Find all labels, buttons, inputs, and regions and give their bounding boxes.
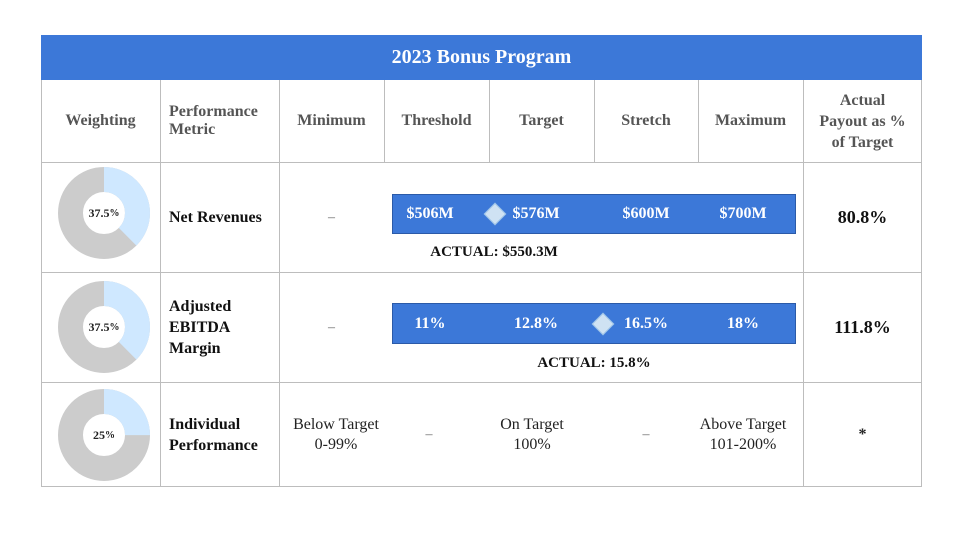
minimum-value: – [328, 209, 335, 225]
individual-target-label: On Target [500, 416, 564, 433]
metric-label-line: Adjusted [169, 298, 232, 315]
individual-target [500, 415, 564, 455]
range-value-stretch: 16.5% [624, 315, 668, 332]
individual-minimum-range: 0-99% [314, 436, 358, 453]
metric-net-revenues [160, 163, 279, 272]
header-payout-line: Actual [839, 91, 886, 109]
individual-maximum [700, 415, 787, 455]
weight-label [58, 281, 150, 373]
weight-number: 25 [93, 427, 105, 442]
weight-unit: % [105, 429, 115, 441]
weight-donut [58, 167, 150, 259]
weight-number: 37.5 [88, 205, 110, 220]
minimum-value: – [328, 319, 335, 335]
weight-number: 37.5 [88, 319, 110, 334]
range-value-target: 12.8% [514, 315, 558, 332]
range-value-stretch: $600M [622, 205, 670, 222]
actual-result: ACTUAL: 15.8% [537, 355, 651, 371]
header-payout-line: Payout as % [819, 112, 906, 130]
range-value-maximum: 18% [727, 315, 759, 332]
header-weighting: Weighting [65, 112, 136, 129]
weight-donut [58, 281, 150, 373]
individual-maximum-label: Above Target [699, 416, 787, 433]
header-metric-line: Metric [169, 121, 216, 138]
header-maximum: Maximum [714, 112, 787, 129]
metric-label-line: Performance [169, 437, 258, 454]
weight-label [58, 167, 150, 259]
individual-maximum-range: 101-200% [709, 436, 777, 453]
metric-individual-performance [160, 383, 279, 487]
payout-value: 111.8% [834, 317, 891, 337]
metric-label-line: Margin [169, 340, 221, 357]
header-metric [160, 80, 279, 162]
header-metric-line: Performance [169, 103, 258, 120]
individual-minimum-label: Below Target [293, 416, 379, 433]
weight-label [58, 389, 150, 481]
table-title: 2023 Bonus Program [41, 35, 922, 80]
individual-target-range: 100% [513, 436, 551, 453]
range-value-maximum: $700M [719, 205, 767, 222]
header-payout-line: of Target [831, 133, 894, 151]
individual-threshold: – [425, 427, 433, 442]
metric-label-line: Individual [169, 416, 241, 433]
individual-minimum [293, 415, 379, 455]
metric-label-line: EBITDA [169, 319, 231, 336]
weight-unit: % [109, 321, 120, 333]
range-value-threshold: 11% [414, 315, 446, 332]
header-minimum: Minimum [297, 112, 366, 129]
individual-stretch: – [642, 427, 650, 442]
payout-value: 80.8% [837, 207, 888, 227]
header-payout [803, 80, 922, 162]
header-stretch: Stretch [621, 112, 671, 129]
header-threshold: Threshold [401, 112, 472, 129]
payout-value: * [858, 426, 867, 443]
metric-label: Net Revenues [169, 209, 262, 226]
weight-donut [58, 389, 150, 481]
weight-unit: % [109, 207, 120, 219]
metric-adjusted-ebitda-margin [160, 273, 279, 382]
range-value-target: $576M [512, 205, 560, 222]
range-value-threshold: $506M [406, 205, 454, 222]
header-target: Target [519, 112, 564, 129]
actual-result: ACTUAL: $550.3M [430, 244, 558, 260]
